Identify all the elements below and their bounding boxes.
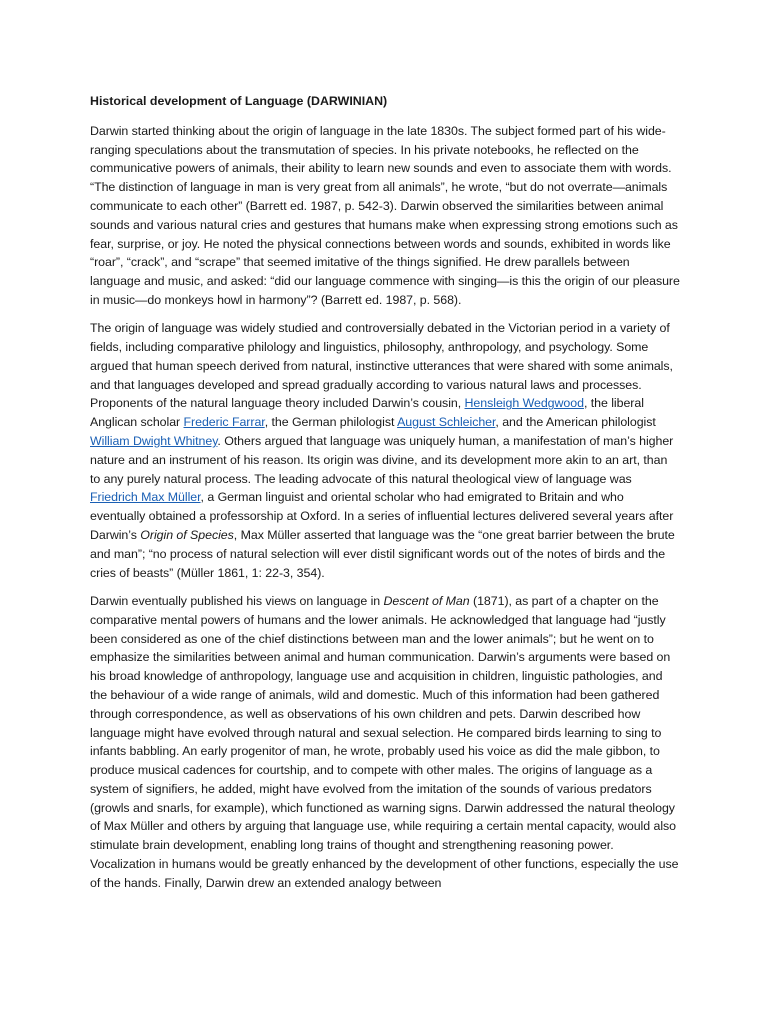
- paragraph-2-text: The origin of language was widely studied and controversially debated in the Victorian period in a variety of fields, including comparative philology and linguistics, philosophy, anthropology, and psychology. Some argued that human speech derived from natural, instinctive utterances that were shared with some animals, and that languages developed and spread gradually according to various natural laws and processes. Proponents of the natural language theory included Darwin’s cousin,: [90, 321, 673, 411]
- document-heading: Historical development of Language (DARWINIAN): [90, 94, 388, 108]
- book-title-descent-of-man: Descent of Man: [383, 593, 470, 608]
- link-william-dwight-whitney[interactable]: William Dwight Whitney: [90, 434, 218, 449]
- paragraph-3-text: (1871), as part of a chapter on the comparative mental powers of humans and the lower animals. He acknowledged that language had “justly been considered as one of the chief distinctions between man and the lower animals”; but he went on to emphasize the similarities between animal and human communication. Darwin’s arguments were based on his broad knowledge of anthropology, language use and acquisition in children, linguistic pathologies, and the behaviour of a wide range of animals, wild and domestic. Much of this information had been gathered through correspondence, as well as observations of his own children and pets. Darwin described how language might have evolved through natural and sexual selection. He compared birds learning to sing to infants babbling. An early progenitor of man, he wrote, probably used his voice as did the male gibbon, to produce musical cadences for courtship, and to compete with other males. The origins of language as a system of signifiers, he added, might have evolved from the imitation of the sounds of various predators (growls and snarls, for example), which functioned as warning signs. Darwin addressed the natural theology of Max Müller and others by arguing that language use, while requiring a certain mental capacity, would also stimulate brain development, enabling long trains of thought and strengthening reasoning power. Vocalization in humans would be greatly enhanced by the development of other functions, especially the use of the hands. Finally, Darwin drew an extended analogy between: [90, 593, 679, 890]
- paragraph-1: Darwin started thinking about the origin of language in the late 1830s. The subject formed part of his wide-ranging speculations about the transmutation of species. In his private notebooks, he reflected on the communicative powers of animals, their ability to learn new sounds and even to associate them with words. “The distinction of language in man is very great from all animals”, he wrote, “but do not overrate—animals communicate to each other” (Barrett ed. 1987, p. 542-3). Darwin observed the similarities between animal sounds and various natural cries and gestures that humans make when expressing strong emotions such as fear, surprise, or joy. He noted the physical connections between words and sounds, exhibited in words like “roar”, “crack”, and “scrape” that seemed imitative of the things signified. He drew parallels between language and music, and asked: “did our language commence with singing—is this the origin of our pleasure in music—do monkeys howl in harmony”? (Barrett ed. 1987, p. 568).: [90, 123, 680, 307]
- link-august-schleicher[interactable]: August Schleicher: [397, 415, 496, 430]
- paragraph-3-text: Darwin eventually published his views on language in: [90, 593, 384, 608]
- link-hensleigh-wedgwood[interactable]: Hensleigh Wedgwood: [464, 396, 584, 411]
- link-friedrich-max-muller[interactable]: Friedrich Max Müller: [90, 490, 201, 505]
- link-frederic-farrar[interactable]: Frederic Farrar: [183, 415, 265, 430]
- paragraph-2-text: , the liberal Anglican scholar: [90, 396, 644, 430]
- paragraph-3: [90, 592, 680, 893]
- paragraph-2: [90, 319, 680, 582]
- paragraph-2-text: , and the American philologist: [495, 415, 656, 430]
- paragraph-2-text: , Max Müller asserted that language was the “one great barrier between the brute and man”; “no process of natural selection will ever distil significant words out of the notes of birds and the cries of beasts” (Müller 1861, 1: 22-3, 354).: [90, 528, 675, 580]
- document-page: [90, 92, 680, 902]
- paragraph-2-text: . Others argued that language was uniquely human, a manifestation of man’s higher nature and an instrument of his reason. Its origin was divine, and its development more akin to an art, than to any purely natural process. The leading advocate of this natural theological view of language was: [90, 434, 674, 486]
- paragraph-2-text: , a German linguist and oriental scholar who had emigrated to Britain and who eventually obtained a professorship at Oxford. In a series of influential lectures delivered several years after Darwin’s: [90, 490, 674, 543]
- paragraph-2-text: , the German philologist: [264, 415, 398, 430]
- book-title-origin-of-species: Origin of Species: [140, 528, 234, 543]
